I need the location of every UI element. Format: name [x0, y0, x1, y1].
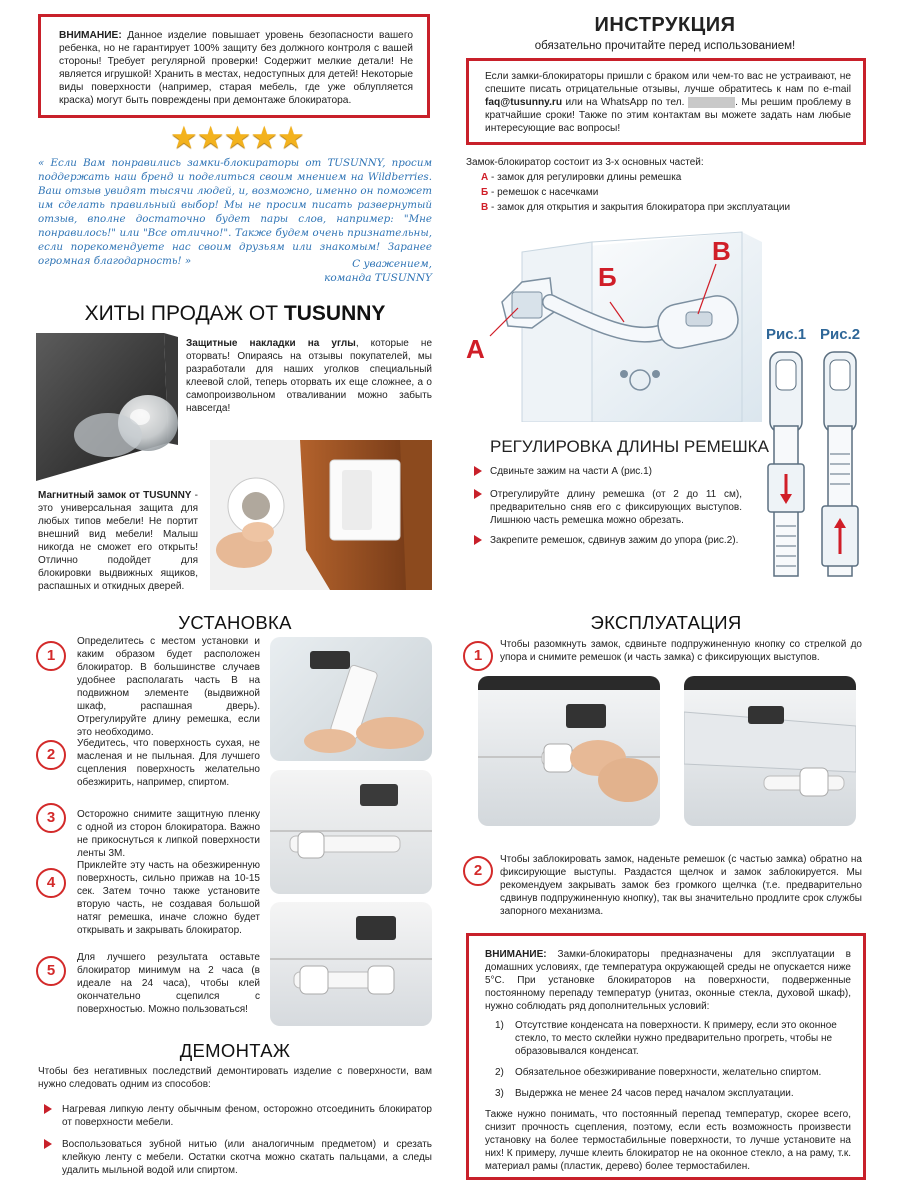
- install-step-2-text: Убедитесь, что поверхность сухая, не масленая и не пыльная. Для лучшего сцепления поверхность желательно обезжирить, например, спиртом.: [77, 738, 260, 788]
- install-step-4-text: Приклейте эту часть на обезжиренную поверхность, сильно прижав на 10-15 сек. Затем точно также установите вторую часть, не создавая большой натяг ремешка, иначе сложно будет открывать и закрывать блокиратор.: [77, 860, 260, 936]
- contact-email[interactable]: faq@tusunny.ru: [485, 97, 563, 108]
- install-photo-2: [270, 770, 432, 894]
- hits-item1-text: , которые не оторвать! Опираясь на отзывы покупателей, мы разработали для наших уголков специальный клеевой слой, теперь оторвать их еще сложнее, а о самопроизвольном отваливании можно забыть навсегда!: [186, 338, 433, 414]
- adjust-item-3-text: Закрепите ремешок, сдвинув зажим до упора (рис.2).: [490, 535, 739, 546]
- bullet-arrow-icon: [474, 535, 482, 545]
- part-b-text: - ремешок с насечками: [488, 187, 599, 198]
- corner-guard-image: [36, 333, 178, 481]
- part-v-letter: В: [481, 202, 489, 213]
- hits-item2-text: - это универсальная защита для любых типов мебели! Не портит внешний вид мебели! Малыш никогда не сможет его открыть! Отлично подойдет для блокировки выдвижных ящиков, распашных и откидных дверей.: [38, 490, 198, 592]
- install-photo-1: [270, 637, 432, 761]
- removal-title: ДЕМОНТАЖ: [179, 1040, 291, 1061]
- contact-phone-masked: [688, 97, 735, 108]
- install-step-1-text: Определитесь с местом установки и каким образом будет расположен блокиратор. В большинстве случаев удобнее располагать часть В на подвижном элементе (выдвижной шкаф, распашная дверь). Отрегулируйте длину ремешка, если это необходимо.: [77, 636, 260, 738]
- hits-item1-bold: Защитные накладки на углы: [186, 338, 356, 349]
- review-signature-2: команда TUSUNNY: [324, 272, 432, 284]
- contact-text-2: или на WhatsApp по тел.: [562, 97, 688, 108]
- adjust-item-2: [474, 488, 742, 527]
- warning-bottom-intro: [485, 948, 851, 1013]
- part-b-letter: Б: [481, 187, 489, 198]
- lock-parts-diagram: [462, 222, 762, 422]
- hits-item2-bold: Магнитный замок от TUSUNNY: [38, 490, 192, 501]
- warning-label: ВНИМАНИЕ:: [59, 30, 122, 41]
- warning-bottom-item-1: [495, 1019, 851, 1058]
- review-signature-1: С уважением,: [352, 258, 432, 270]
- adjust-item-3: [474, 534, 742, 547]
- review-text: « Если Вам понравились замки-блокираторы от TUSUNNY, просим поддержать наш бренд и поделиться своим мнением на Wildberries. Ваш отзыв увидят тысячи людей, и, возможно, именно он поможет им сделать правильный выбор! Мы не просим писать развернутый отзыв, вполне достаточно будет пары слов, например: "Мне понравилось!" или "Все отлично!". Также будем очень признательны, если порекомендуете нас своим друзьям или знакомым! Заранее огромная благодарность! »: [38, 157, 432, 267]
- parts-intro: Замок-блокиратор состоит из 3-х основных частей:: [466, 157, 704, 168]
- hits-item2: [38, 489, 198, 593]
- part-v-text: - замок для открытия и закрытия блокиратора при эксплуатации: [488, 202, 791, 213]
- install-step-1-number: 1: [36, 641, 66, 671]
- operation-step-2-number: 2: [463, 856, 493, 886]
- warning-box-bottom: [466, 933, 866, 1180]
- operation-title: ЭКСПЛУАТАЦИЯ: [590, 612, 742, 633]
- operation-step-1-text: Чтобы разомкнуть замок, сдвиньте подпружиненную кнопку со стрелкой до упора и снимите ремешок (и часть замка) с фиксирующих выступов.: [500, 639, 862, 663]
- removal-item-2: [44, 1138, 432, 1177]
- warning-bottom-item-2-n: 2): [495, 1067, 504, 1078]
- warning-bottom-item-3-text: Выдержка не менее 24 часов перед началом эксплуатации.: [515, 1088, 794, 1099]
- part-a-text: - замок для регулировки длины ремешка: [488, 172, 682, 183]
- warning-bottom-item-2-text: Обязательное обезжиривание поверхности, желательно спиртом.: [515, 1067, 822, 1078]
- warning-bottom-item-2: [495, 1066, 851, 1079]
- part-b: [481, 187, 598, 198]
- figure-1-label: Рис.1: [766, 326, 807, 343]
- part-a-letter: А: [481, 172, 489, 183]
- hits-item1: [186, 337, 432, 415]
- removal-item-2-text: Воспользоваться зубной нитью (или аналогичным предметом) и срезать клейкую ленту с мебели. Остатки скотча можно скатать пальцами, а следы удалить мыльной водой или спиртом.: [62, 1139, 432, 1176]
- instruction-subtitle: обязательно прочитайте перед использованием!: [534, 40, 796, 52]
- rating-stars: ★★★★★: [170, 120, 304, 155]
- adjust-item-2-text: Отрегулируйте длину ремешка (от 2 до 11 см), предварительно сняв его с фиксирующих выступов. Лишнюю часть ремешка можно обрезать.: [490, 489, 742, 526]
- diagram-label-a: А: [466, 334, 485, 364]
- warning-bottom-intro-text: Замки-блокираторы предназначены для эксплуатации в домашних условиях, где температура окружающей среды не опускается ниже 5°С. При установке блокираторов на поверхности, подверженные постоянному перепаду температур (унитаз, оконные стекла, духовой шкаф), нужно соблюдать ряд дополнительных условий:: [485, 949, 851, 1012]
- adjust-item-1: [474, 465, 742, 478]
- operation-photo-1: [478, 676, 660, 826]
- bullet-arrow-icon: [44, 1139, 52, 1149]
- install-step-5-number: 5: [36, 956, 66, 986]
- instruction-title: ИНСТРУКЦИЯ: [594, 14, 736, 36]
- part-a: [481, 172, 681, 183]
- operation-step-2-text: Чтобы заблокировать замок, наденьте ремешок (с частью замка) обратно на фиксирующие выступы. Раздастся щелчок и замок заблокируется. Мы рекомендуем закрывать замок без громкого щелчка (т.е. предварительно сдвинув подпружиненную кнопку), так вы значительно продлите срок службы запорного механизма.: [500, 854, 862, 917]
- install-step-3-text: Осторожно снимите защитную пленку с одной из сторон блокиратора. Важно не прикоснуться к липкой поверхности ленты 3М.: [77, 809, 260, 859]
- install-step-5-text: Для лучшего результата оставьте блокиратор минимум на 2 часа (в идеале на 24 часа), чтобы клей окончательно сцепился с поверхностью. Можно пользоваться!: [77, 952, 260, 1015]
- warning-bottom-item-3: [495, 1087, 851, 1100]
- install-step-2-number: 2: [36, 740, 66, 770]
- adjust-title: РЕГУЛИРОВКА ДЛИНЫ РЕМЕШКА: [490, 437, 769, 456]
- figure-2-strap: [822, 352, 858, 576]
- strap-figures: [758, 346, 868, 594]
- contact-text-1: Если замки-блокираторы пришли с браком или чем-то вас не устраивают, не спешите писать отрицательные отзывы, лучше обратитесь к нам по e-mail: [485, 71, 851, 95]
- bullet-arrow-icon: [474, 466, 482, 476]
- warning-text: Данное изделие повышает уровень безопасности вашего ребенка, но не гарантирует 100% защиту без должного контроля с вашей стороны! Требует регулярной проверки! Содержит мелкие детали! Не является игрушкой! Хранить в местах, недоступных для детей! Некоторые виды поверхности (например, старая мебель, где уже облупляется краска) могут быть повреждены при демонтаже блокиратора.: [59, 30, 413, 106]
- contact-text-3: . Мы решим проблему в кратчайшие сроки! Также по этим контактам вы можете задать нам любые интересующие вас вопросы!: [485, 97, 851, 134]
- warning-bottom-label: ВНИМАНИЕ:: [485, 949, 547, 960]
- diagram-label-b: Б: [598, 262, 617, 292]
- diagram-label-v: В: [712, 236, 731, 266]
- warning-bottom-item-3-n: 3): [495, 1088, 504, 1099]
- hits-title: [38, 302, 432, 326]
- bullet-arrow-icon: [44, 1104, 52, 1114]
- warning-bottom-item-1-text: Отсутствие конденсата на поверхности. К примеру, если это оконное стекло, то место склейки нужно предварительно прогреть, чтобы не образовывался конденсат.: [515, 1020, 837, 1057]
- warning-bottom-outro: Также нужно понимать, что постоянный перепад температур, скорее всего, снизит прочность сцепления, поэтому, если есть возможность произвести установку на более термостабильные поверхности, то лучше установите на них! К примеру, лучше клеить блокиратор не на оконное стекло, а на раму, т.к. материал рамы (пластик, дерево) более термостабилен.: [485, 1109, 851, 1172]
- bullet-arrow-icon: [474, 489, 482, 499]
- part-v: [481, 202, 790, 213]
- warning-bottom-item-1-n: 1): [495, 1020, 504, 1031]
- install-step-3-number: 3: [36, 803, 66, 833]
- removal-intro: Чтобы без негативных последствий демонтировать изделие с поверхности, вам нужно следовать одним из способов:: [38, 1066, 432, 1090]
- adjust-item-1-text: Сдвиньте зажим на части А (рис.1): [490, 466, 652, 477]
- removal-item-1-text: Нагревая липкую ленту обычным феном, осторожно отсоединить блокиратор от поверхности мебели.: [62, 1104, 432, 1128]
- operation-step-1-number: 1: [463, 641, 493, 671]
- removal-item-1: [44, 1103, 432, 1129]
- operation-photo-2: [684, 676, 856, 826]
- install-photo-3: [270, 902, 432, 1026]
- install-step-4-number: 4: [36, 868, 66, 898]
- hits-title-brand: TUSUNNY: [283, 302, 386, 325]
- install-title: УСТАНОВКА: [178, 612, 292, 633]
- magnetic-lock-image: [210, 440, 432, 590]
- warning-box-top: [38, 14, 430, 118]
- figure-2-label: Рис.2: [820, 326, 861, 343]
- figure-1-strap: [768, 352, 804, 576]
- hits-title-prefix: ХИТЫ ПРОДАЖ ОТ: [84, 302, 284, 325]
- contact-box: [466, 58, 866, 145]
